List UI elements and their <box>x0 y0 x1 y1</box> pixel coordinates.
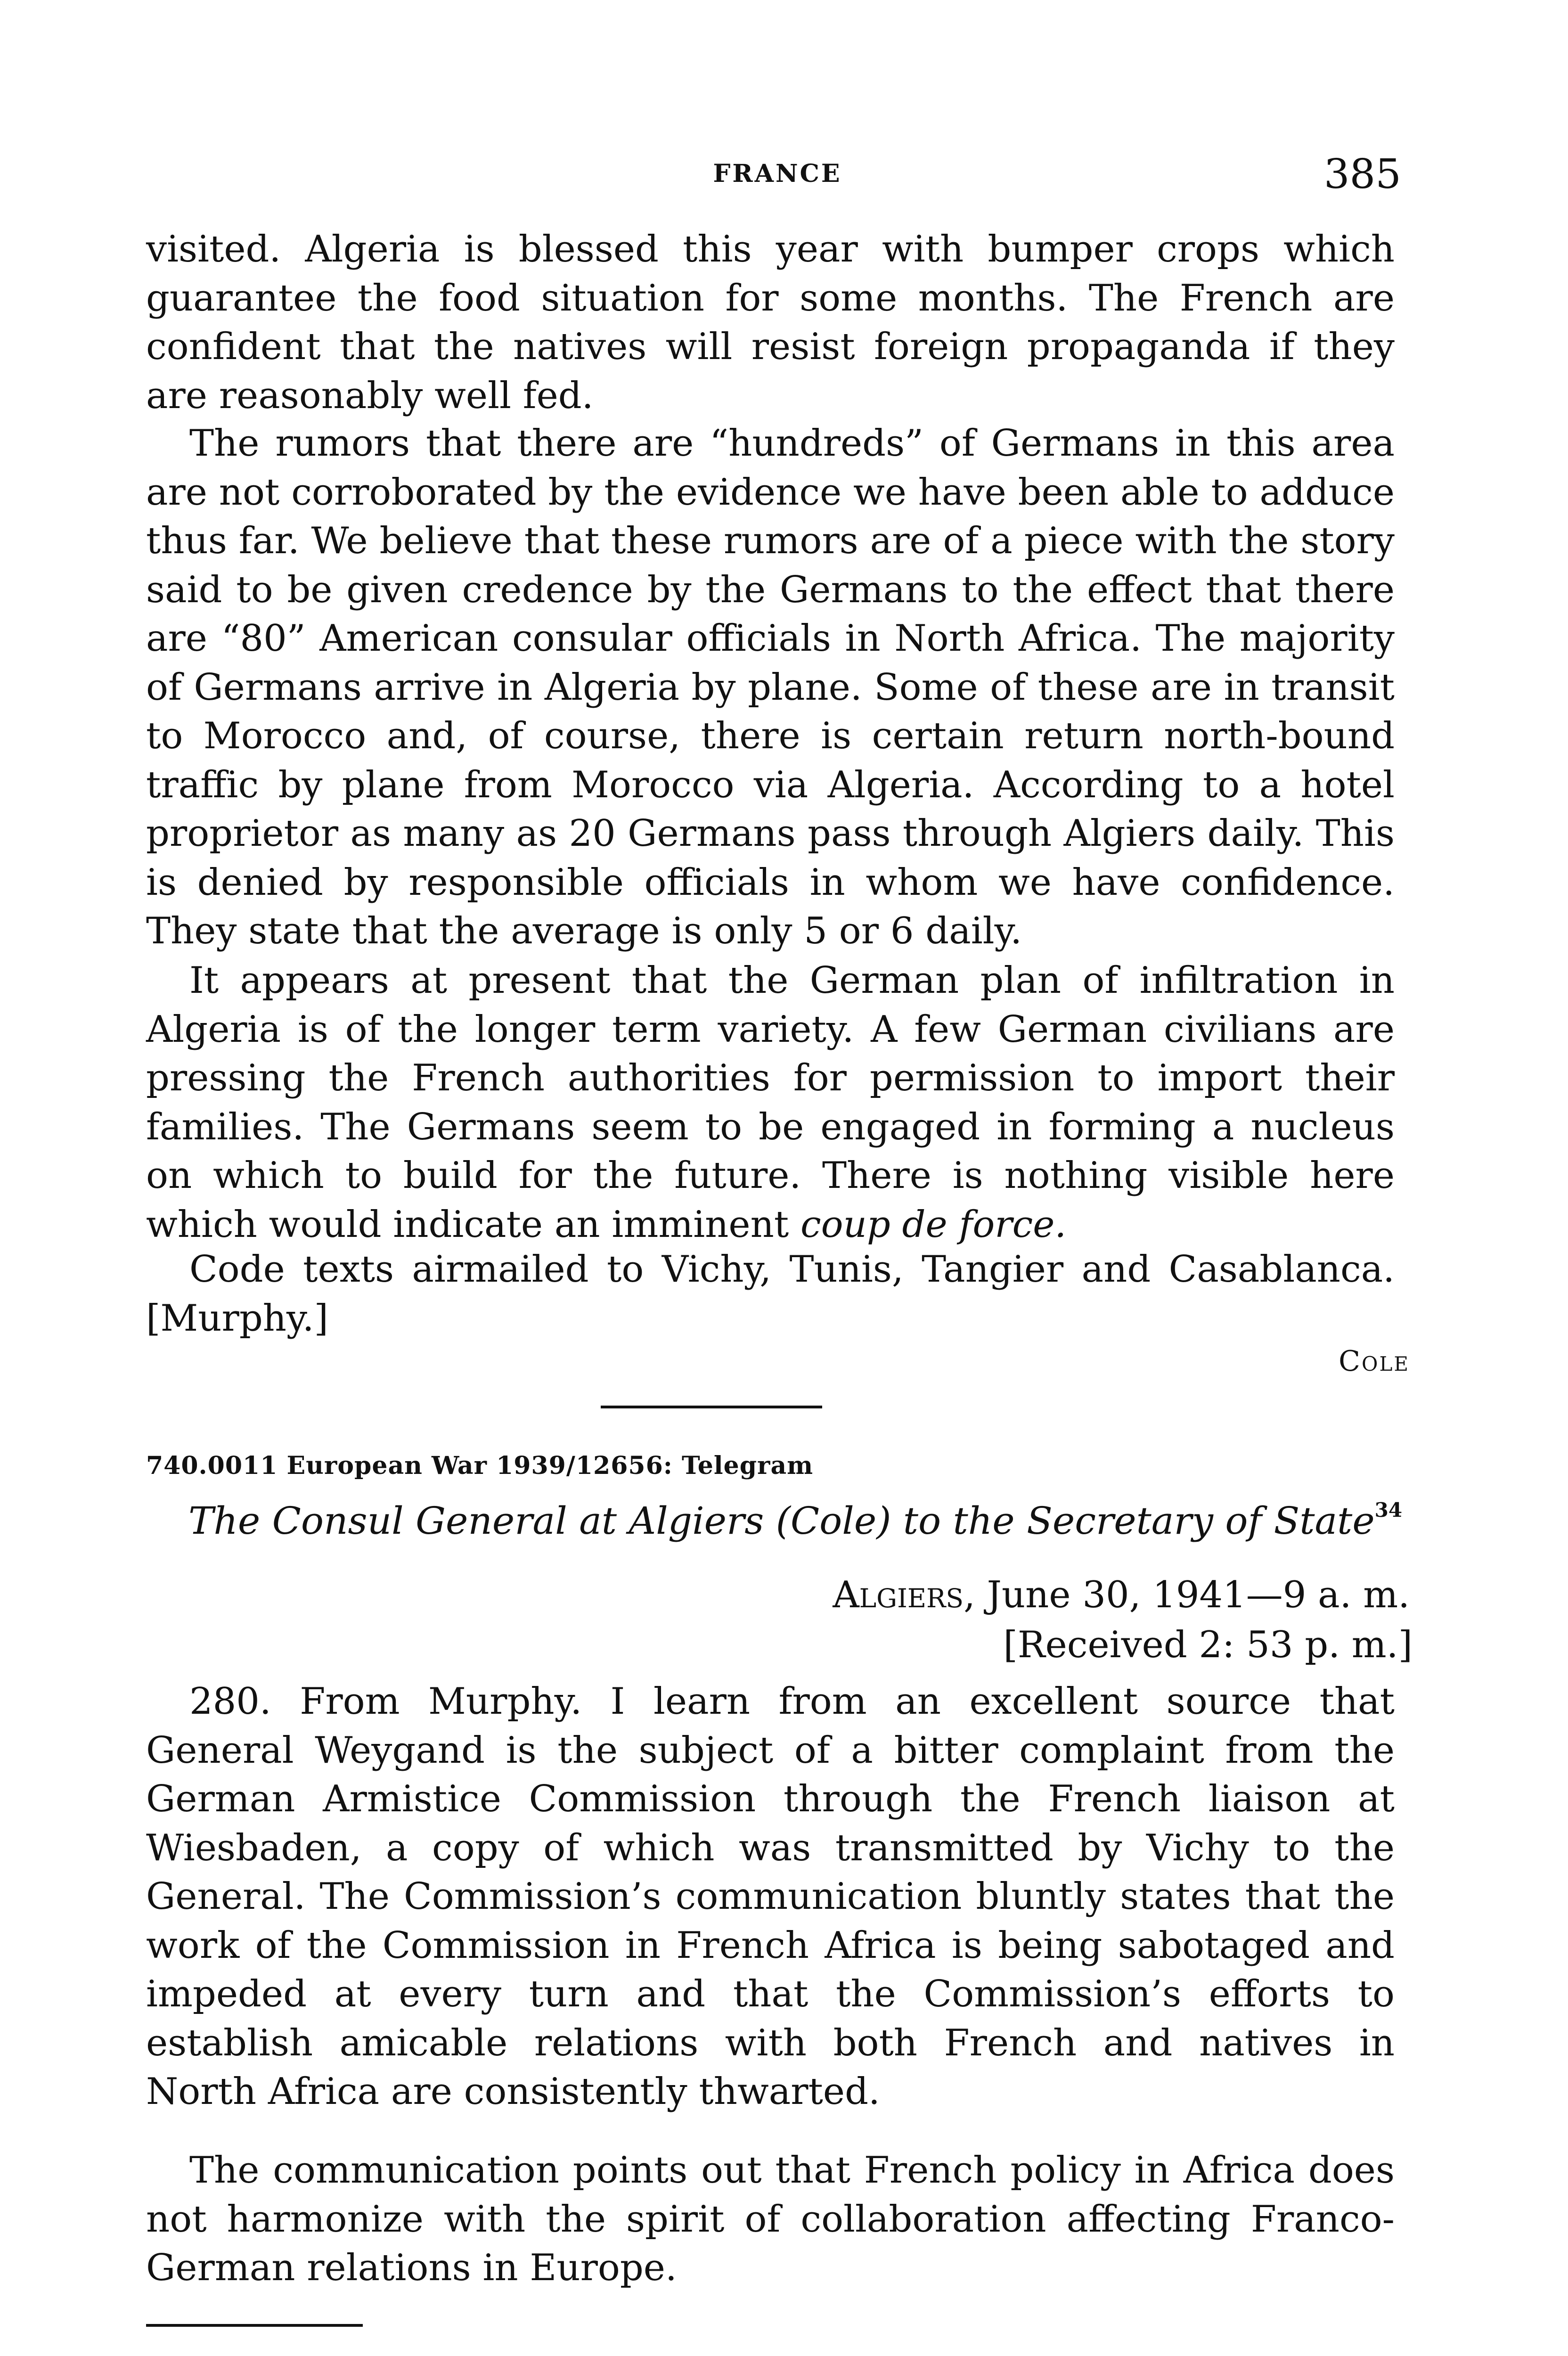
paragraph-code-texts: Code texts airmailed to Vichy, Tunis, Tangier and Casablanca. [Murphy.] <box>146 1248 1395 1340</box>
dateline-date: , June 30, 1941—9 a. m. <box>964 1574 1410 1616</box>
file-reference: 740.0011 European War 1939/12656: Telegram <box>146 1451 814 1480</box>
footnote-reference: 34 <box>1374 1498 1403 1522</box>
paragraph-infiltration <box>146 957 1395 1249</box>
paragraph-infiltration-text: It appears at present that the German plan of infiltration in Algeria is of the longer term variety. A few German civilians are pressing the French authorities for permission to import their families. The Germans seem to be engaged in forming a nucleus on which to build for the future. There is nothing visible here which would indicate an imminent <box>146 959 1395 1246</box>
italic-phrase: coup de force. <box>800 1203 1067 1246</box>
dateline <box>833 1574 1410 1616</box>
running-head-title: FRANCE <box>713 159 842 188</box>
paragraph-continued: visited. Algeria is blessed this year with bumper crops which guarantee the food situation for some months. The French are confident that the natives will resist foreign propaganda if they are reasonably well fed. <box>146 228 1395 417</box>
running-head <box>146 141 1409 203</box>
paragraph-telegram-280: 280. From Murphy. I learn from an excellent source that General Weygand is the subject of a bitter complaint from the German Armistice Commission through the French liaison at Wiesbaden, a copy of which was transmitted by Vichy to the General. The Commission’s communication bluntly states that the work of the Commission in French Africa is being sabotaged and impeded at every turn and that the Commission’s efforts to establish amicable relations with both French and natives in North Africa are consistently thwarted. <box>146 1680 1395 2113</box>
paragraph-french-policy: The communication points out that French policy in Africa does not harmonize with the spirit of collaboration affecting Franco-German relations in Europe. <box>146 2149 1395 2289</box>
footnote-divider <box>146 2324 363 2327</box>
signature: Cole <box>1339 1345 1410 1378</box>
document-heading <box>188 1498 1402 1543</box>
footnote <box>146 2351 1409 2356</box>
document-heading-text: The Consul General at Algiers (Cole) to the Secretary of State <box>188 1499 1375 1543</box>
received-line: [Received 2: 53 p. m.] <box>1003 1624 1413 1666</box>
dateline-place: Algiers <box>833 1574 964 1616</box>
section-divider <box>601 1406 822 1408</box>
page-number: 385 <box>1323 151 1401 198</box>
paragraph-rumors: The rumors that there are “hundreds” of Germans in this area are not corroborated by the evidence we have been able to adduce thus far. We believe that these rumors are of a piece with the story said to be given credence by the Germans to the effect that there are “80” American consular officials in North Africa. The majority of Germans arrive in Algeria by plane. Some of these are in transit to Morocco and, of course, there is certain return north-bound traffic by plane from Morocco via Algeria. According to a hotel proprietor as many as 20 Germans pass through Algiers daily. This is denied by responsible officials in whom we have confidence. They state that the average is only 5 or 6 daily. <box>146 422 1395 952</box>
